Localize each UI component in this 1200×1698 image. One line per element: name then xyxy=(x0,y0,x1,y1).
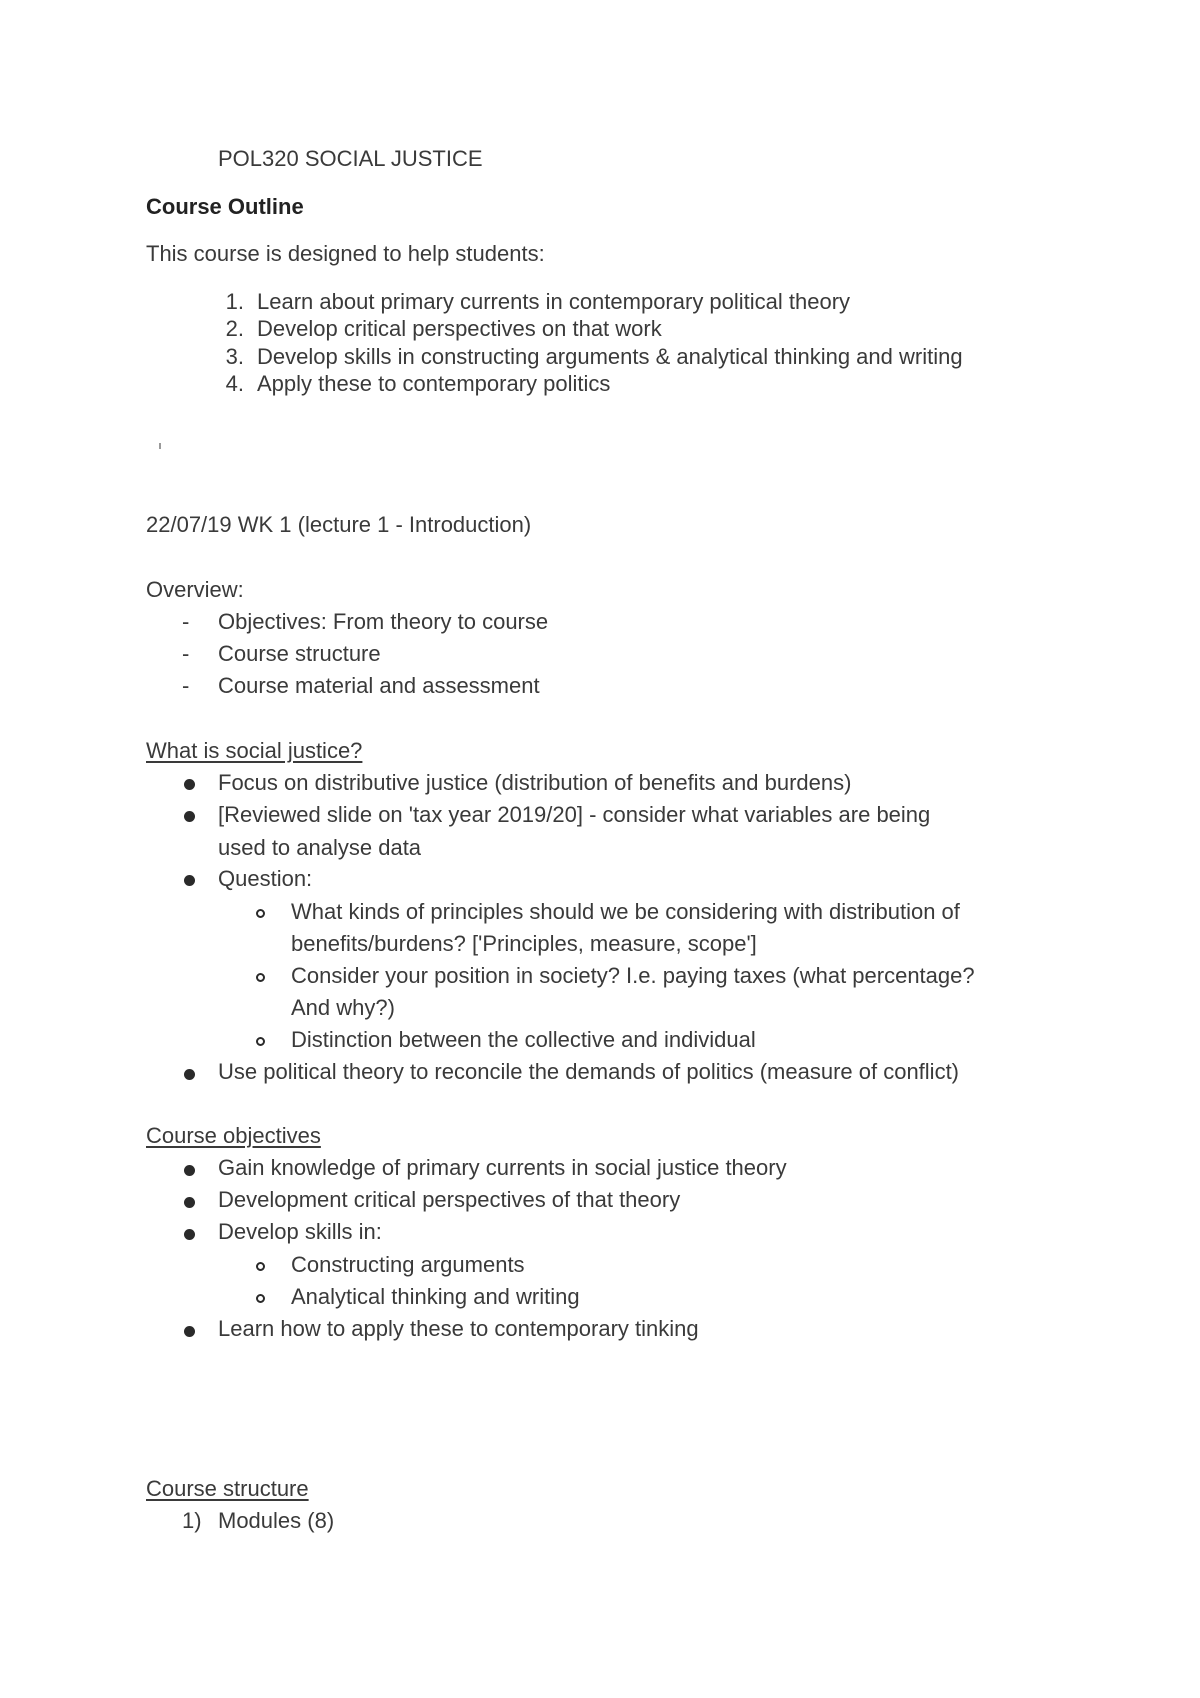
list-item: Objectives: From theory to course xyxy=(218,609,549,634)
bullet-icon xyxy=(184,1197,195,1208)
stray-mark xyxy=(159,443,161,449)
dash-marker: - xyxy=(182,609,190,634)
aim-number: 4. xyxy=(225,371,244,396)
sub-list-item: What kinds of principles should we be considering with distribution of xyxy=(291,899,960,924)
hollow-bullet-icon xyxy=(256,1262,265,1271)
aim-number: 2. xyxy=(225,316,244,341)
list-item: [Reviewed slide on 'tax year 2019/20] - consider what variables are being xyxy=(218,802,931,827)
dash-marker: - xyxy=(182,673,190,698)
list-item: Question: xyxy=(218,866,313,891)
list-item: Course structure xyxy=(218,641,381,666)
bullet-icon xyxy=(184,779,195,790)
sub-list-item: Distinction between the collective and individual xyxy=(291,1027,756,1052)
sub-list-item-continued: And why?) xyxy=(291,995,395,1020)
hollow-bullet-icon xyxy=(256,973,265,982)
list-item: Development critical perspectives of that theory xyxy=(218,1187,681,1212)
sub-list-item: Constructing arguments xyxy=(291,1252,525,1277)
hollow-bullet-icon xyxy=(256,909,265,918)
bullet-icon xyxy=(184,811,195,822)
aim-number: 3. xyxy=(225,344,244,369)
what-is-social-justice-heading: What is social justice? xyxy=(146,738,363,763)
list-item: Gain knowledge of primary currents in social justice theory xyxy=(218,1155,787,1180)
list-item: Course material and assessment xyxy=(218,673,540,698)
list-item: Focus on distributive justice (distribution of benefits and burdens) xyxy=(218,770,852,795)
course-objectives-heading: Course objectives xyxy=(146,1123,321,1148)
bullet-icon xyxy=(184,1326,195,1337)
hollow-bullet-icon xyxy=(256,1294,265,1303)
list-number: 1) xyxy=(182,1508,202,1533)
course-structure-heading: Course structure xyxy=(146,1476,309,1501)
overview-heading: Overview: xyxy=(146,577,244,602)
intro-text: This course is designed to help students: xyxy=(146,241,545,266)
aim-text: Apply these to contemporary politics xyxy=(257,371,611,396)
lecture-date-heading: 22/07/19 WK 1 (lecture 1 - Introduction) xyxy=(146,512,532,537)
list-item: Learn how to apply these to contemporary tinking xyxy=(218,1316,699,1341)
aim-number: 1. xyxy=(225,289,244,314)
hollow-bullet-icon xyxy=(256,1037,265,1046)
bullet-icon xyxy=(184,1165,195,1176)
sub-list-item: Consider your position in society? I.e. paying taxes (what percentage? xyxy=(291,963,975,988)
bullet-icon xyxy=(184,1069,195,1080)
bullet-icon xyxy=(184,875,195,886)
aim-text: Develop critical perspectives on that work xyxy=(257,316,662,341)
sub-list-item-continued: benefits/burdens? ['Principles, measure, scope'] xyxy=(291,931,757,956)
sub-list-item: Analytical thinking and writing xyxy=(291,1284,580,1309)
list-item-continued: used to analyse data xyxy=(218,835,422,860)
aim-text: Develop skills in constructing arguments & analytical thinking and writing xyxy=(257,344,963,369)
list-item: Modules (8) xyxy=(218,1508,335,1533)
course-title: POL320 SOCIAL JUSTICE xyxy=(218,146,483,171)
bullet-icon xyxy=(184,1229,195,1240)
course-outline-heading: Course Outline xyxy=(146,194,304,219)
list-item: Use political theory to reconcile the demands of politics (measure of conflict) xyxy=(218,1059,960,1084)
aim-text: Learn about primary currents in contemporary political theory xyxy=(257,289,851,314)
list-item: Develop skills in: xyxy=(218,1219,382,1244)
dash-marker: - xyxy=(182,641,190,666)
